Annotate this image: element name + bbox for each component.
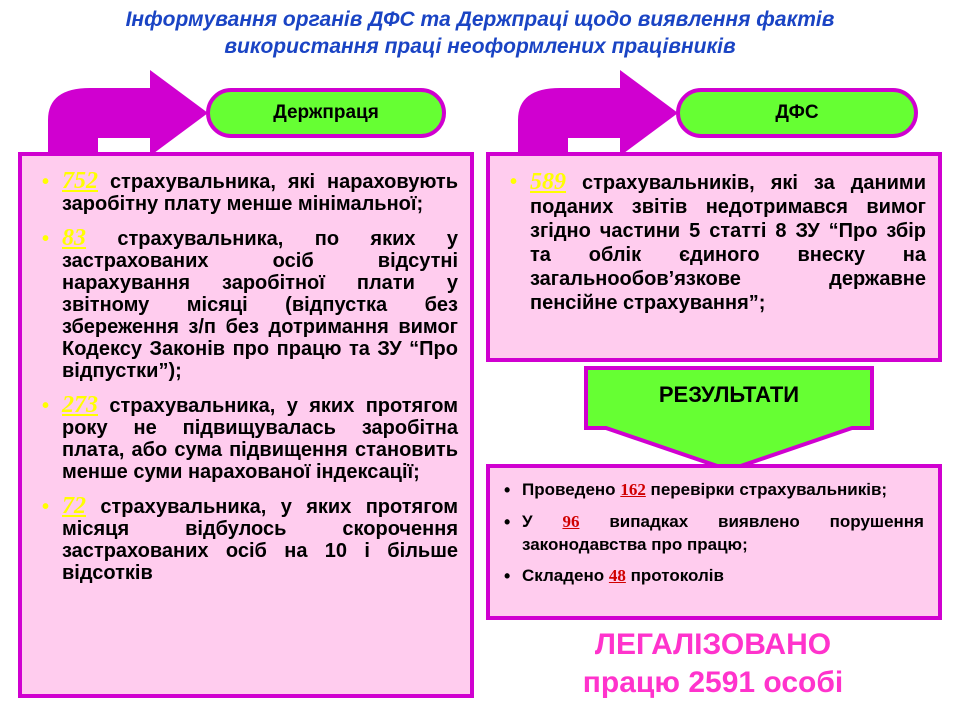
result-number: 162	[620, 480, 646, 499]
item-number: 589	[530, 169, 566, 195]
result-text-after: протоколів	[630, 566, 724, 585]
list-item	[42, 394, 458, 483]
legalized-line-2: працю 2591 особі	[582, 666, 844, 699]
derzhpratsia-box	[18, 152, 474, 698]
bullet-icon: •	[42, 395, 50, 417]
dfs-header-label: ДФС	[775, 102, 819, 123]
legalized-line-1: ЛЕГАЛІЗОВАНО	[594, 628, 832, 661]
list-item	[510, 170, 926, 315]
item-number: 752	[62, 168, 98, 194]
result-text-after: випадках виявлено порушення законодавства про працю;	[522, 512, 924, 554]
dfs-box	[486, 152, 942, 362]
list-item	[42, 495, 458, 584]
result-number: 48	[608, 566, 626, 585]
derzhpratsia-header-label: Держпраця	[273, 102, 379, 123]
bullet-icon: •	[504, 512, 511, 532]
bullet-icon: •	[42, 496, 50, 518]
results-box	[486, 464, 942, 620]
item-number: 83	[62, 225, 86, 251]
dfs-header	[676, 88, 918, 138]
list-item	[42, 170, 458, 215]
results-label: РЕЗУЛЬТАТИ	[658, 382, 800, 407]
bullet-icon: •	[42, 228, 50, 250]
item-number: 273	[62, 392, 98, 418]
list-item	[504, 478, 924, 502]
legalized-summary	[486, 626, 940, 702]
result-text-before: Складено	[522, 566, 605, 585]
right-curved-arrow	[518, 70, 678, 156]
item-text: страхувальника, по яких у застрахованих осіб відсутні нарахування заробітної плати у звітному місяці (відпустка без збереження з/п без дотримання вимог Кодексу Законів про працю та ЗУ “Про відпустки”);	[62, 228, 459, 382]
item-text: страхувальника, у яких протягом місяця відбулось скорочення застрахованих осіб на 10 і більше відсотків	[62, 496, 459, 584]
page-title-line-2: використання праці неоформлених працівників	[224, 35, 736, 58]
list-item	[504, 510, 924, 556]
derzhpratsia-header	[206, 88, 446, 138]
item-text: страхувальника, у яких протягом року не підвищувалась заробітна плата, або сума підвищення становить менше суми нарахованої індексації;	[62, 395, 459, 483]
list-item	[504, 564, 924, 588]
bullet-icon: •	[504, 480, 511, 500]
result-text-before: У	[522, 512, 533, 531]
item-number: 72	[62, 493, 86, 519]
bullet-icon: •	[510, 171, 518, 193]
result-text-before: Проведено	[522, 480, 616, 499]
list-item	[42, 227, 458, 382]
item-text: страхувальників, які за даними поданих звітів недотримався вимог згідно частини 5 статті 8 ЗУ “Про збір та облік єдиного внеску на загальнообов’язкове державне пенсійне страхування”;	[530, 172, 926, 314]
result-text-after: перевірки страхувальників;	[650, 480, 888, 499]
bullet-icon: •	[42, 171, 50, 193]
left-curved-arrow	[48, 70, 208, 156]
bullet-icon: •	[504, 566, 511, 586]
result-number: 96	[562, 512, 580, 531]
page-title-line-1: Інформування органів ДФС та Держпраці щодо виявлення фактів	[125, 8, 835, 31]
item-text: страхувальника, які нараховують заробітну плату менше мінімальної;	[62, 171, 458, 215]
